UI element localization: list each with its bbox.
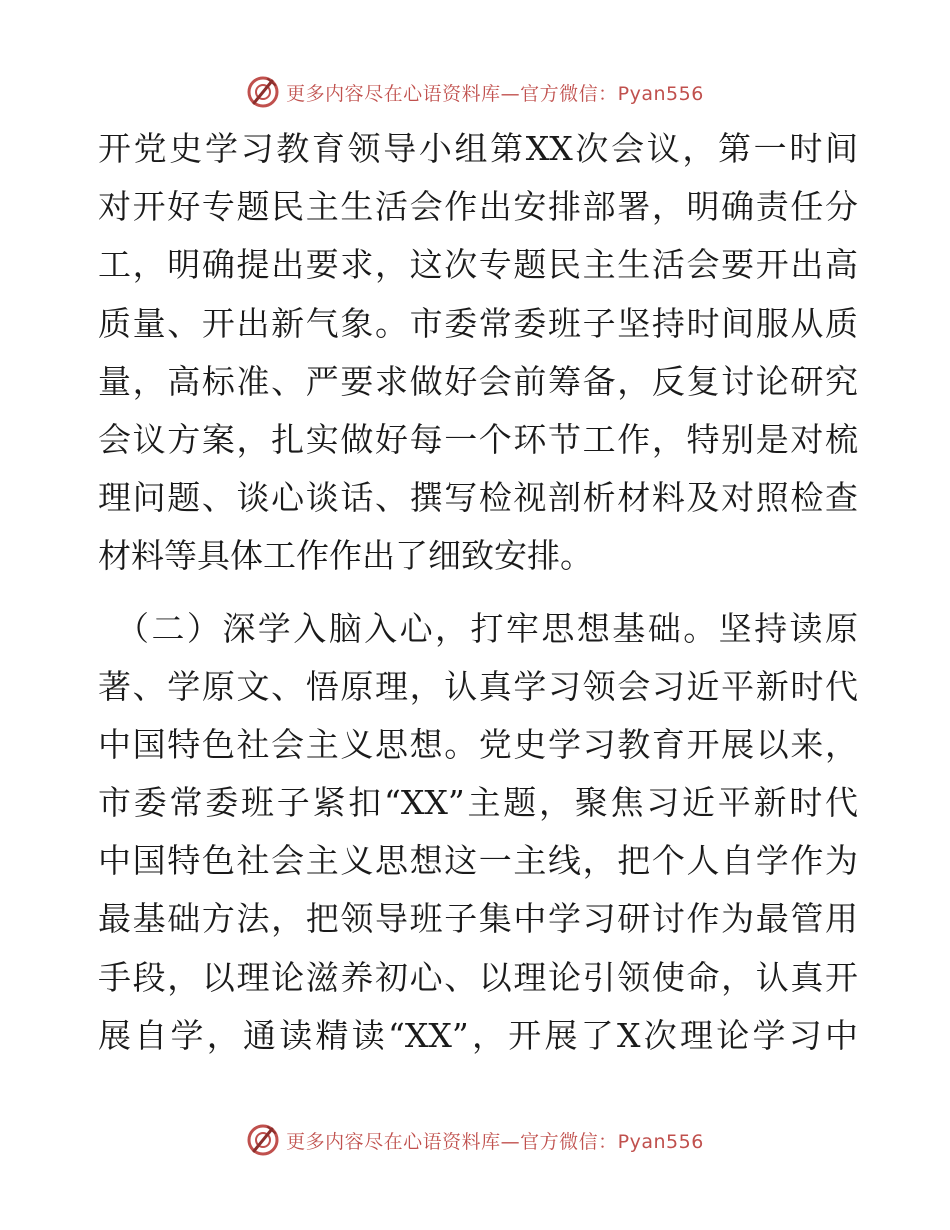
text-line: 中国特色社会主义思想这一主线，把个人自学作为 — [98, 841, 858, 881]
page-header — [0, 74, 950, 110]
paragraph-2 — [98, 600, 858, 1066]
text-line: 中国特色社会主义思想。党史学习教育开展以来， — [98, 724, 858, 764]
paragraph-gap — [98, 586, 858, 600]
text-line: （二）深学入脑入心，打牢思想基础。坚持读原 — [116, 608, 858, 648]
footer-banner-text: 更多内容尽在心语资料库—官方微信：Pyan556 — [286, 1130, 704, 1153]
text-line: 手段，以理论滋养初心、以理论引领使命，认真开 — [98, 957, 858, 997]
text-line: 量，高标准、严要求做好会前筹备，反复讨论研究 — [98, 361, 858, 401]
text-line: 市委常委班子紧扣“XX”主题，聚焦习近平新时代 — [98, 783, 858, 823]
text-line: 开党史学习教育领导小组第XX次会议，第一时间 — [98, 129, 858, 168]
brand-logo-icon — [246, 1123, 280, 1157]
text-line: 质量、开出新气象。市委常委班子坚持时间服从质 — [98, 303, 858, 343]
text-line: 著、学原文、悟原理，认真学习领会习近平新时代 — [98, 666, 858, 706]
text-line: 对开好专题民主生活会作出安排部署，明确责任分 — [98, 187, 858, 227]
brand-logo-icon — [246, 75, 280, 109]
text-line: 材料等具体工作作出了细致安排。 — [98, 536, 593, 576]
text-line: 理问题、谈心谈话、撰写检视剖析材料及对照检查 — [98, 478, 858, 518]
text-line: 展自学，通读精读“XX”，开展了X次理论学习中 — [98, 1015, 858, 1055]
paragraph-1 — [98, 120, 858, 586]
text-line: 工，明确提出要求，这次专题民主生活会要开出高 — [98, 245, 858, 285]
text-line: 会议方案，扎实做好每一个环节工作，特别是对梳 — [98, 419, 858, 459]
page-footer — [0, 1122, 950, 1158]
header-banner-text: 更多内容尽在心语资料库—官方微信：Pyan556 — [286, 82, 704, 105]
document-body — [98, 120, 858, 1065]
text-line: 最基础方法，把领导班子集中学习研讨作为最管用 — [98, 899, 858, 939]
